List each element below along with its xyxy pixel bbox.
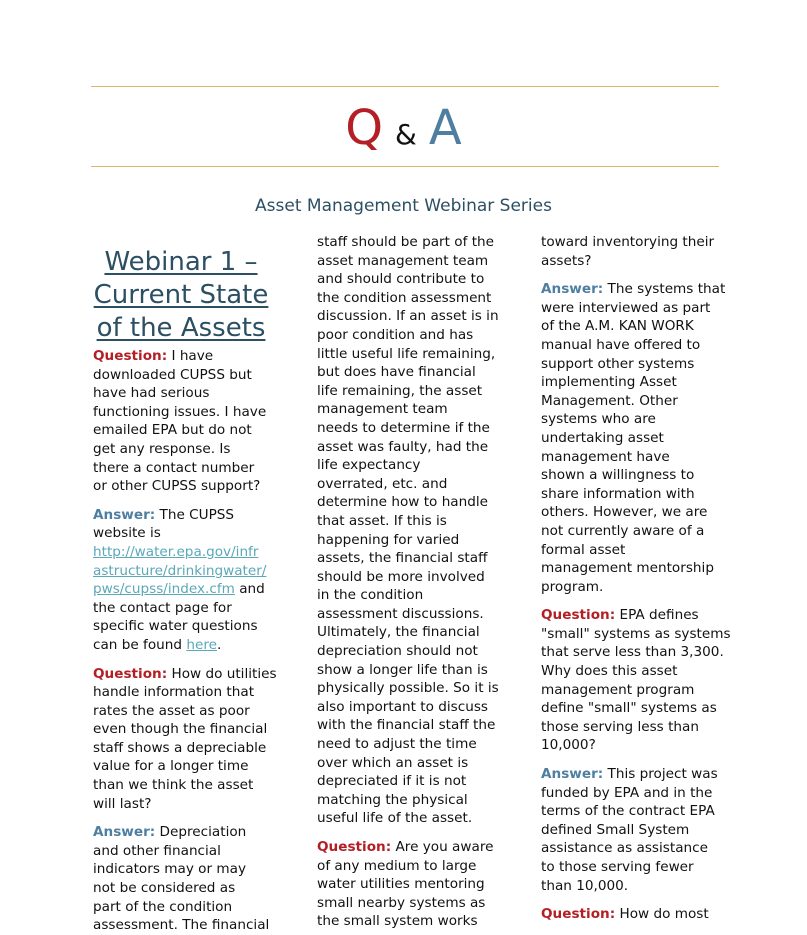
text-line: poor condition and has	[317, 326, 474, 343]
text-line: part of the condition	[93, 898, 233, 915]
text-line: small nearby systems as	[317, 894, 486, 911]
answer-poor-asset-depreciation-continued	[317, 233, 499, 828]
cupss-website-link[interactable]: pws/cupss/index.cfm	[93, 581, 235, 598]
question-inventory	[541, 905, 731, 924]
text-line: there a contact number	[93, 459, 255, 476]
text-line: have had serious	[93, 385, 210, 402]
text-line: of the A.M. KAN WORK	[541, 318, 694, 335]
text-line: assets, the financial staff	[317, 550, 488, 567]
text-line: over which an asset is	[317, 754, 469, 771]
text-line: How do most	[619, 906, 709, 923]
text-line: others. However, we are	[541, 504, 708, 521]
text-line: Why does this asset	[541, 663, 678, 680]
text-line: but does have financial	[317, 364, 476, 381]
cupss-website-link[interactable]: http://water.epa.gov/infr	[93, 543, 259, 560]
text-line: depreciated if it is not	[317, 773, 467, 790]
text-line: than we think the asset	[93, 777, 254, 794]
text-line: define "small" systems as	[541, 700, 717, 717]
webinar-heading-line: Webinar 1 –	[104, 247, 258, 277]
text-line: or other CUPSS support?	[93, 478, 261, 495]
text-line: support other systems	[541, 355, 695, 372]
text-line: Depreciation	[159, 824, 247, 841]
text-line: that serve less than 3,300.	[541, 644, 724, 661]
text-line: value for a longer time	[93, 758, 249, 775]
text-line: Management. Other	[541, 392, 678, 409]
text-line: than 10,000.	[541, 877, 629, 894]
webinar-heading-line: of the Assets	[96, 313, 266, 343]
text-line: management program	[541, 681, 695, 698]
question-label: Question:	[93, 665, 168, 682]
answer-poor-asset-depreciation	[93, 823, 277, 935]
text-line: implementing Asset	[541, 374, 677, 391]
cupss-website-link[interactable]: astructure/drinkingwater/	[93, 562, 267, 579]
text-line: in the condition	[317, 587, 424, 604]
qa-title-ampersand: &	[395, 118, 417, 151]
question-label: Question:	[93, 348, 168, 364]
header-top-rule	[91, 86, 719, 87]
question-cupss-support	[93, 347, 277, 496]
text-line: staff shows a depreciable	[93, 739, 267, 756]
text-line: get any response. Is	[93, 440, 231, 457]
question-label: Question:	[541, 906, 616, 923]
text-line: life remaining, the asset	[317, 382, 483, 399]
question-mentoring-continued	[541, 233, 731, 270]
text-fragment: and	[234, 581, 265, 598]
text-line: assessment. The financial	[93, 917, 270, 934]
text-line: Are you aware	[395, 839, 494, 855]
text-line: and other financial	[93, 842, 221, 859]
text-line: share information with	[541, 485, 695, 502]
text-fragment: can be found	[93, 636, 187, 653]
text-line: water utilities mentoring	[317, 876, 485, 893]
text-line: formal asset	[541, 541, 626, 558]
text-line: assistance as assistance	[541, 840, 708, 857]
text-line: assets?	[541, 252, 592, 269]
text-line: useful life of the asset.	[317, 810, 473, 827]
column-3	[541, 233, 731, 924]
question-label: Question:	[541, 607, 616, 624]
text-line: shown a willingness to	[541, 467, 695, 484]
text-line: How do utilities	[171, 665, 277, 682]
text-line: asset management team	[317, 252, 489, 269]
text-line: management mentorship	[541, 560, 714, 577]
text-line: "small" systems as systems	[541, 625, 731, 642]
text-line: toward inventorying their	[541, 234, 715, 250]
text-line: manual have offered to	[541, 336, 701, 353]
text-line: undertaking asset	[541, 429, 664, 446]
answer-label: Answer:	[93, 824, 156, 841]
webinar-heading-line: Current State	[93, 280, 269, 310]
text-line: overrated, etc. and	[317, 475, 448, 492]
text-line: terms of the contract EPA	[541, 803, 715, 820]
answer-label: Answer:	[541, 281, 604, 298]
text-line: to those serving fewer	[541, 859, 694, 875]
answer-small-systems	[541, 765, 731, 895]
text-line: those serving less than	[541, 718, 699, 735]
text-line: management team	[317, 401, 448, 418]
text-line: little useful life remaining,	[317, 345, 496, 362]
text-line: functioning issues. I have	[93, 403, 267, 420]
qa-title-q: Q	[345, 100, 384, 156]
text-line: even though the financial	[93, 721, 268, 738]
text-line: funded by EPA and in the	[541, 784, 713, 801]
text-line: were interviewed as part	[541, 299, 711, 316]
text-line: website is	[93, 525, 161, 542]
text-line: of any medium to large	[317, 857, 477, 874]
text-line: asset was faulty, had the	[317, 438, 489, 455]
text-line: not be considered as	[93, 880, 236, 897]
text-line: staff should be part of the	[317, 234, 495, 250]
text-line: discussion. If an asset is in	[317, 308, 499, 325]
text-line: also important to discuss	[317, 698, 489, 715]
answer-label: Answer:	[541, 766, 604, 783]
text-line: physically possible. So it is	[317, 680, 499, 697]
text-line: defined Small System	[541, 821, 690, 838]
header-bottom-rule	[91, 166, 719, 167]
text-line: Ultimately, the financial	[317, 624, 480, 641]
text-line: should be more involved	[317, 568, 485, 585]
question-small-systems	[541, 606, 731, 755]
text-line: systems who are	[541, 411, 656, 428]
question-mentoring	[317, 838, 499, 931]
text-line: and should contribute to	[317, 271, 485, 288]
text-line: not currently aware of a	[541, 522, 705, 539]
answer-cupss-support	[93, 506, 277, 655]
text-line: matching the physical	[317, 791, 468, 808]
text-line: need to adjust the time	[317, 736, 477, 753]
text-line: needs to determine if the	[317, 419, 490, 436]
text-line: with the financial staff the	[317, 717, 496, 734]
series-subtitle: Asset Management Webinar Series	[255, 196, 552, 216]
text-line: indicators may or may	[93, 861, 247, 878]
text-line: management have	[541, 448, 670, 465]
text-line: show a longer life than is	[317, 661, 488, 678]
text-fragment: .	[216, 636, 222, 653]
qa-title-a: A	[428, 100, 462, 156]
question-label: Question:	[317, 839, 392, 855]
contact-page-link[interactable]: here	[186, 636, 217, 653]
text-line: happening for varied	[317, 531, 460, 548]
column-1	[93, 347, 277, 935]
text-line: determine how to handle	[317, 494, 489, 511]
answer-label: Answer:	[93, 506, 156, 523]
text-line: downloaded CUPSS but	[93, 366, 252, 383]
text-line: The CUPSS	[159, 506, 235, 523]
qa-title	[0, 100, 807, 167]
text-line: This project was	[603, 766, 718, 783]
text-line: handle information that	[93, 684, 255, 701]
text-line: program.	[541, 578, 604, 595]
column-2	[317, 233, 499, 931]
text-line: The systems that	[607, 281, 726, 298]
text-line: EPA defines	[619, 607, 699, 624]
text-line: the contact page for	[93, 599, 232, 616]
text-line: depreciation should not	[317, 643, 478, 660]
text-line: 10,000?	[541, 737, 596, 754]
text-line: the condition assessment	[317, 289, 492, 306]
text-line: I have	[171, 348, 214, 364]
text-line: assessment discussions.	[317, 605, 484, 622]
text-line: the small system works	[317, 913, 478, 930]
text-line: rates the asset as poor	[93, 702, 250, 719]
text-line: that asset. If this is	[317, 512, 447, 529]
text-line: emailed EPA but do not	[93, 422, 252, 439]
text-line: will last?	[93, 795, 152, 812]
webinar-heading	[91, 246, 271, 345]
answer-mentoring	[541, 280, 731, 596]
text-line: specific water questions	[93, 618, 258, 635]
text-line: life expectancy	[317, 457, 421, 474]
question-poor-asset-depreciation	[93, 665, 277, 814]
